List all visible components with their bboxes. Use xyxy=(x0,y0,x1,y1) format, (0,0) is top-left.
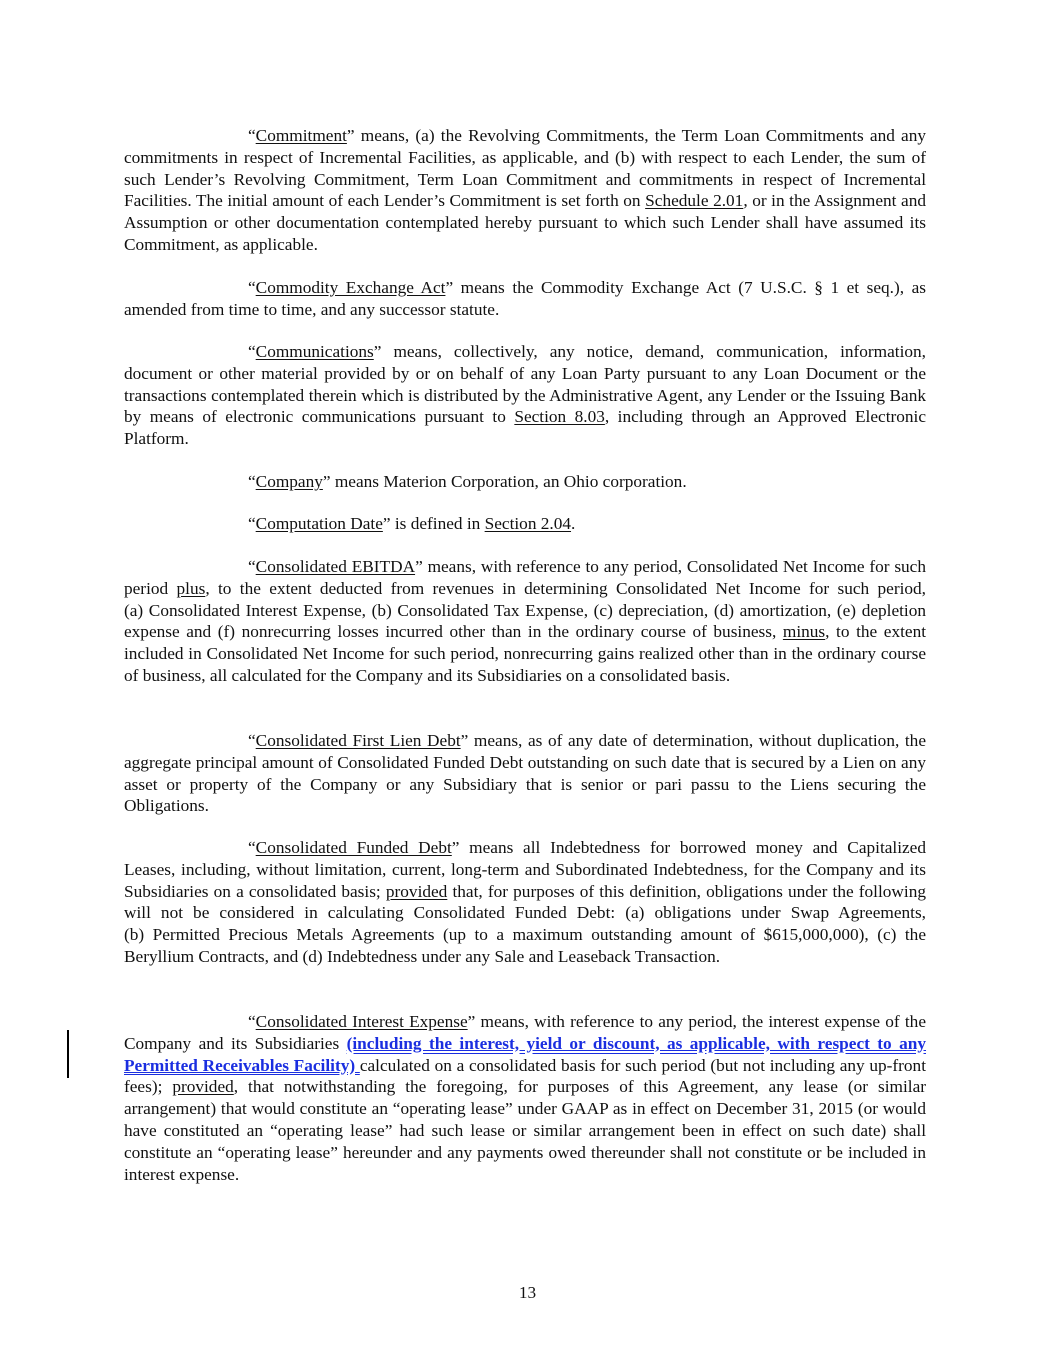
underlined-term: minus xyxy=(782,622,826,642)
paragraph-text: “ xyxy=(248,557,256,576)
paragraph-text: “ xyxy=(248,838,256,857)
definition-paragraph xyxy=(124,730,926,817)
underlined-term: Schedule 2.01 xyxy=(645,191,744,211)
paragraph-text: ” means, with reference to any period, Consolidated Net Income for such period xyxy=(124,557,926,598)
paragraph-text: “ xyxy=(248,342,256,361)
paragraph-text: , or in the Assignment and Assumption or other documentation contemplated hereby pursuant to which such Lender shall have assumed its Commitment, as applicable. xyxy=(124,191,926,254)
paragraph-text: that, for purposes of this definition, obligations under the following will not be considered in calculating Consolidated Funded Debt: (a) obligations under Swap Agreements, (b) Permitted Precious Metals Agreements (up to a maximum outstanding amount of $615,000,000), (c) the Beryllium Contracts, and (d) Indebtedness under any Sale and Leaseback Transaction. xyxy=(124,881,926,966)
underlined-term: Commitment xyxy=(255,126,347,145)
underlined-term: Consolidated First Lien Debt xyxy=(255,731,461,750)
definition-paragraph xyxy=(124,1011,926,1185)
underlined-term: Section 2.04 xyxy=(484,514,572,533)
paragraph-text: , that notwithstanding the foregoing, for purposes of this Agreement, any lease (or similar arrangement) that would constitute an “operating lease” under GAAP as in effect on December 31, 2015 (or would have constituted an “operating lease” had such lease or similar arrangement been in effect on such date) shall constitute an “operating lease” hereunder and any payments owed thereunder shall not constitute or be included in interest expense. xyxy=(124,1077,926,1184)
paragraph-text: “ xyxy=(248,126,256,145)
underlined-term: Consolidated Funded Debt xyxy=(255,838,452,857)
definition-paragraph xyxy=(124,125,926,256)
definition-paragraph xyxy=(124,513,926,535)
paragraph-text: ” is defined in xyxy=(382,514,485,533)
paragraph-text: ” means, with reference to any period, the interest expense of the Company and its Subsidiaries xyxy=(124,1012,926,1053)
inserted-text: (including the interest, yield or discount, as applicable, with respect to any Permitted Receivables Facility) xyxy=(124,1033,926,1075)
paragraph-text: calculated on a consolidated basis for such period (but not including any up-front fees); xyxy=(124,1055,926,1097)
underlined-term: Consolidated EBITDA xyxy=(255,557,416,576)
paragraph-text: “ xyxy=(248,278,256,297)
underlined-term: provided xyxy=(385,881,448,901)
paragraph-text: ” means, (a) the Revolving Commitments, the Term Loan Commitments and any commitments in respect of Incremental Facilities, as applicable, and (b) with respect to each Lender, the sum of such Lender’s Revolving Commitment, Term Loan Commitment and commitments in respect of Incremental Facilities. The initial amount of each Lender’s Commitment is set forth on xyxy=(124,126,926,211)
paragraph-text: , to the extent deducted from revenues in determining Consolidated Net Income for such period, (a) Consolidated Interest Expense, (b) Consolidated Tax Expense, (c) depreciation, (d) amortization, (e) depletion expense and (f) nonrecurring losses incurred other than in the ordinary course of business, xyxy=(124,578,926,642)
definition-paragraph xyxy=(124,471,926,493)
paragraph-text: ” means Materion Corporation, an Ohio corporation. xyxy=(322,472,687,491)
change-bar xyxy=(67,1030,69,1078)
paragraph-text: , including through an Approved Electronic Platform. xyxy=(124,407,927,449)
definition-paragraph xyxy=(124,277,926,321)
paragraph-text: ” means all Indebtedness for borrowed money and Capitalized Leases, including, without limitation, current, long-term and Subordinated Indebtedness, for the Company and its Subsidiaries on a consolidated basis; xyxy=(124,838,926,901)
underlined-term: Commodity Exchange Act xyxy=(255,278,446,297)
underlined-term: Section 8.03 xyxy=(514,407,605,427)
underlined-term: Communications xyxy=(255,342,374,361)
paragraph-text: ” means, collectively, any notice, demand, communication, information, document or other material provided by or on behalf of any Loan Party pursuant to any Loan Document or the transactions contemplated therein which is distributed by the Administrative Agent, any Lender or the Issuing Bank by means of electronic communications pursuant to xyxy=(124,342,926,427)
underlined-term: plus xyxy=(176,578,206,598)
paragraph-text: “ xyxy=(248,731,256,750)
underlined-term: Consolidated Interest Expense xyxy=(255,1012,468,1031)
definition-paragraph xyxy=(124,837,926,968)
page-number: 13 xyxy=(518,1283,537,1302)
paragraph-text: . xyxy=(571,514,576,533)
underlined-term: provided xyxy=(172,1077,234,1097)
paragraph-text: ” means the Commodity Exchange Act (7 U.S.C. § 1 et seq.), as amended from time to time, and any successor statute. xyxy=(124,278,926,319)
paragraph-text: “ xyxy=(248,1012,256,1031)
underlined-term: Company xyxy=(255,472,323,491)
paragraph-text: “ xyxy=(248,472,256,491)
paragraph-text: “ xyxy=(248,514,256,533)
paragraph-text: , to the extent included in Consolidated Net Income for such period, nonrecurring gains realized other than in the ordinary course of business, all calculated for the Company and its Subsidiaries on a consolidated basis. xyxy=(124,622,927,685)
definition-paragraph xyxy=(124,556,926,687)
underlined-term: Computation Date xyxy=(255,514,383,533)
definition-paragraph xyxy=(124,341,926,450)
paragraph-text: ” means, as of any date of determination, without duplication, the aggregate principal amount of Consolidated Funded Debt outstanding on such date that is secured by a Lien on any asset or property of the Company or any Subsidiary that is senior or pari passu to the Liens securing the Obligations. xyxy=(124,731,926,816)
